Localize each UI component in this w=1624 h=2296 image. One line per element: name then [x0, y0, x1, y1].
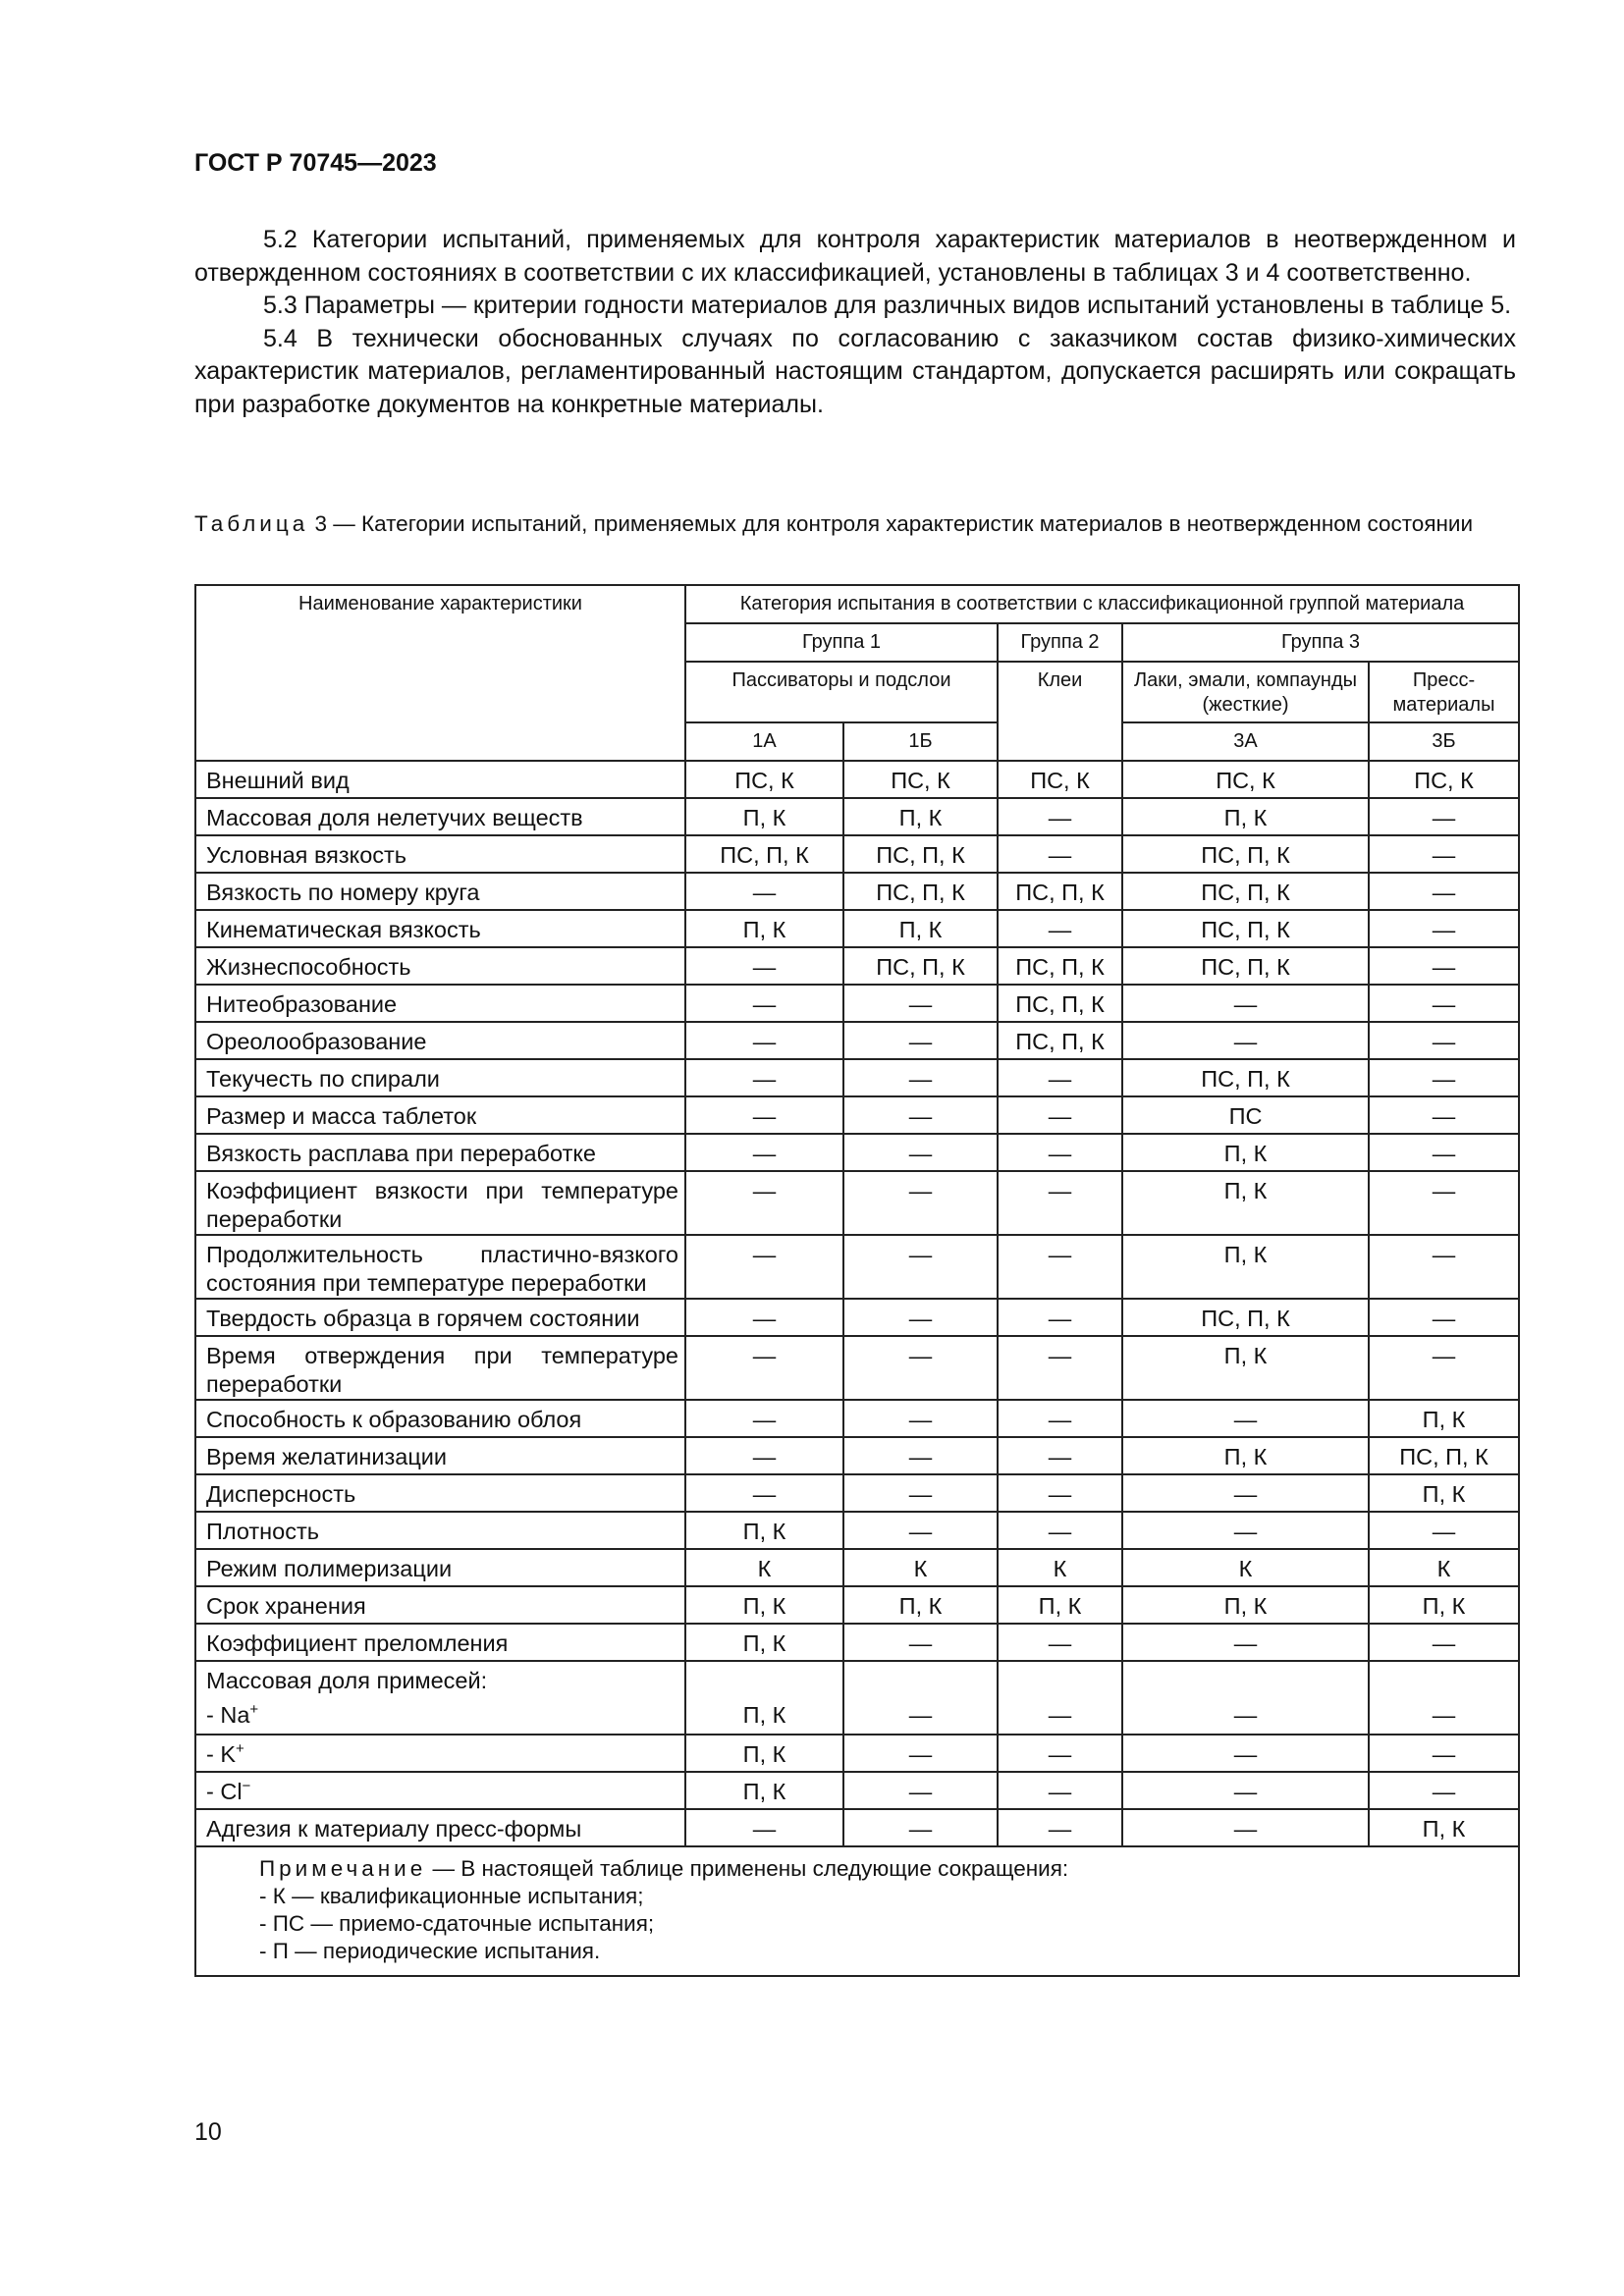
cell-1b: ПС, П, К — [843, 835, 998, 873]
cell-1a: — — [685, 985, 843, 1022]
cell-2: — — [998, 1400, 1122, 1437]
cell-1b: — — [843, 985, 998, 1022]
cell-1a: П, К — [685, 798, 843, 835]
cell-3a: — — [1122, 985, 1369, 1022]
paragraph: 5.2 Категории испытаний, применяемых для контроля характеристик материалов в неотвержденном и отвержденном состояниях в соответствии с их классификацией, установлены в таблицах 3 и 4 соответственно. — [194, 226, 1516, 287]
table-caption-label: Таблица — [194, 511, 309, 536]
row-name: Жизнеспособность — [195, 947, 685, 985]
cell-3a: — — [1122, 1661, 1369, 1735]
cell-1a: — — [685, 1809, 843, 1846]
cell-1a: — — [685, 1096, 843, 1134]
cell-2: К — [998, 1549, 1122, 1586]
cell-1b: П, К — [843, 798, 998, 835]
table-row — [195, 910, 1519, 947]
cell-1a: — — [685, 1437, 843, 1474]
cell-1a: ПС, П, К — [685, 835, 843, 873]
cell-2: — — [998, 1809, 1122, 1846]
cell-1a: — — [685, 1059, 843, 1096]
table-row — [195, 1400, 1519, 1437]
cell-3b: — — [1369, 1022, 1519, 1059]
categories-table — [194, 584, 1520, 1977]
cell-2: ПС, П, К — [998, 873, 1122, 910]
cell-1a: — — [685, 1336, 843, 1400]
header-code-3b: 3Б — [1369, 722, 1519, 761]
cell-2: — — [998, 835, 1122, 873]
cell-2: ПС, К — [998, 761, 1122, 798]
cell-3a: ПС, П, К — [1122, 835, 1369, 873]
cell-3a: ПС, П, К — [1122, 947, 1369, 985]
cell-2: — — [998, 1235, 1122, 1299]
header-group-2: Группа 2 — [998, 623, 1122, 662]
cell-3a: ПС, П, К — [1122, 910, 1369, 947]
cell-3b: — — [1369, 835, 1519, 873]
cell-1b: — — [843, 1022, 998, 1059]
cell-1b: — — [843, 1059, 998, 1096]
cell-3a: — — [1122, 1400, 1369, 1437]
note-item: - К — квалификационные испытания; — [259, 1884, 644, 1908]
cell-3a: П, К — [1122, 1171, 1369, 1235]
cell-2: — — [998, 1336, 1122, 1400]
header-group-3b-type: Пресс-материалы — [1369, 662, 1519, 722]
cell-1b: ПС, П, К — [843, 947, 998, 985]
cell-1b: — — [843, 1134, 998, 1171]
cell-3b: П, К — [1369, 1400, 1519, 1437]
cell-2: — — [998, 1661, 1122, 1735]
cell-3b: — — [1369, 1299, 1519, 1336]
table-row — [195, 1235, 1519, 1299]
row-name: Условная вязкость — [195, 835, 685, 873]
cell-1a: — — [685, 1400, 843, 1437]
header-group-2-type: Клеи — [998, 662, 1122, 761]
table-row — [195, 1586, 1519, 1624]
cell-3a: ПС — [1122, 1096, 1369, 1134]
cell-2: — — [998, 1059, 1122, 1096]
cell-2: ПС, П, К — [998, 1022, 1122, 1059]
cell-3a: П, К — [1122, 1586, 1369, 1624]
cell-1b: — — [843, 1624, 998, 1661]
table-row — [195, 873, 1519, 910]
cell-1b: П, К — [843, 1586, 998, 1624]
table-row — [195, 947, 1519, 985]
cell-2: ПС, П, К — [998, 985, 1122, 1022]
cell-1b: — — [843, 1171, 998, 1235]
cell-3a: — — [1122, 1474, 1369, 1512]
cell-3b: П, К — [1369, 1586, 1519, 1624]
cell-2: — — [998, 1134, 1122, 1171]
row-name: Внешний вид — [195, 761, 685, 798]
table-row — [195, 1437, 1519, 1474]
table-row — [195, 1299, 1519, 1336]
table-row — [195, 798, 1519, 835]
impurity-k-label: - K — [206, 1741, 237, 1767]
cell-3a: П, К — [1122, 1437, 1369, 1474]
cell-2: — — [998, 1772, 1122, 1809]
cell-1b: П, К — [843, 910, 998, 947]
cell-3a: К — [1122, 1549, 1369, 1586]
header-group-1-type: Пассиваторы и подслои — [685, 662, 998, 722]
header-code-1a: 1А — [685, 722, 843, 761]
cell-3a: П, К — [1122, 1336, 1369, 1400]
row-name: Срок хранения — [195, 1586, 685, 1624]
cell-1b: — — [843, 1299, 998, 1336]
cell-3b: ПС, К — [1369, 761, 1519, 798]
row-name: Ореолообразование — [195, 1022, 685, 1059]
cell-3b: — — [1369, 1336, 1519, 1400]
table-row — [195, 1171, 1519, 1235]
table-row — [195, 1624, 1519, 1661]
cell-3b: — — [1369, 873, 1519, 910]
cell-3a: — — [1122, 1512, 1369, 1549]
cell-3b: — — [1369, 947, 1519, 985]
cell-3b: — — [1369, 1772, 1519, 1809]
cell-3b: — — [1369, 1735, 1519, 1772]
cell-1b: К — [843, 1549, 998, 1586]
row-name: Коэффициент вязкости при температуре переработки — [195, 1171, 685, 1235]
note-label: Примечание — [259, 1856, 427, 1881]
row-name: Плотность — [195, 1512, 685, 1549]
cell-1a: П, К — [685, 1512, 843, 1549]
cell-1a: — — [685, 1134, 843, 1171]
cell-1b: — — [843, 1400, 998, 1437]
cell-1a: П, К — [685, 1624, 843, 1661]
cell-1b: — — [843, 1735, 998, 1772]
cell-1b: — — [843, 1437, 998, 1474]
row-name: Дисперсность — [195, 1474, 685, 1512]
paragraph: 5.4 В технически обоснованных случаях по согласованию с заказчиком состав физико-химических характеристик материалов, регламентированный настоящим стандартом, допускается расширять или сокращать при разработке документов на конкретные материалы. — [194, 324, 1516, 418]
header-code-1b: 1Б — [843, 722, 998, 761]
body-text — [194, 224, 1516, 421]
impurity-cl-charge: − — [242, 1778, 251, 1795]
cell-3b: — — [1369, 1059, 1519, 1096]
cell-3b: ПС, П, К — [1369, 1437, 1519, 1474]
header-category: Категория испытания в соответствии с классификационной группой материала — [685, 585, 1519, 623]
row-name: Массовая доля нелетучих веществ — [195, 798, 685, 835]
cell-1a: — — [685, 1171, 843, 1235]
cell-2: — — [998, 798, 1122, 835]
row-name: Коэффициент преломления — [195, 1624, 685, 1661]
table-caption-text: 3 — Категории испытаний, применяемых для контроля характеристик материалов в неотвержденном состоянии — [308, 511, 1474, 536]
cell-3b: — — [1369, 985, 1519, 1022]
cell-2: ПС, П, К — [998, 947, 1122, 985]
cell-1a: П, К — [685, 1735, 843, 1772]
cell-2: — — [998, 1171, 1122, 1235]
header-name-column: Наименование характеристики — [195, 585, 685, 761]
note-item: - ПС — приемо-сдаточные испытания; — [259, 1911, 655, 1936]
cell-1a: П, К — [685, 910, 843, 947]
cell-1b: — — [843, 1235, 998, 1299]
row-name — [195, 1772, 685, 1809]
cell-1a: — — [685, 1299, 843, 1336]
cell-1b: — — [843, 1474, 998, 1512]
cell-3a: — — [1122, 1809, 1369, 1846]
header-group-1: Группа 1 — [685, 623, 998, 662]
cell-2: П, К — [998, 1586, 1122, 1624]
row-name: Размер и масса таблеток — [195, 1096, 685, 1134]
cell-3b: — — [1369, 1096, 1519, 1134]
cell-3a: — — [1122, 1624, 1369, 1661]
cell-1a: — — [685, 1235, 843, 1299]
cell-3b: П, К — [1369, 1809, 1519, 1846]
cell-2: — — [998, 910, 1122, 947]
table-caption — [194, 510, 1516, 538]
paragraph: 5.3 Параметры — критерии годности материалов для различных видов испытаний установлены в таблице 5. — [263, 292, 1512, 319]
cell-1a: П, К — [685, 1661, 843, 1735]
cell-3a: П, К — [1122, 798, 1369, 835]
header-group-3a-type: Лаки, эмали, компаунды (жесткие) — [1122, 662, 1369, 722]
cell-3a: ПС, К — [1122, 761, 1369, 798]
table-row — [195, 1549, 1519, 1586]
table-row — [195, 1022, 1519, 1059]
table-row — [195, 835, 1519, 873]
cell-1a: — — [685, 873, 843, 910]
note-item: - П — периодические испытания. — [259, 1939, 601, 1963]
cell-3a: П, К — [1122, 1134, 1369, 1171]
cell-1b: — — [843, 1336, 998, 1400]
note-text: — В настоящей таблице применены следующие сокращения: — [426, 1856, 1069, 1881]
cell-1a: П, К — [685, 1772, 843, 1809]
cell-1a: К — [685, 1549, 843, 1586]
cell-1b: ПС, П, К — [843, 873, 998, 910]
document-header: ГОСТ Р 70745—2023 — [194, 149, 437, 177]
cell-1a: — — [685, 1474, 843, 1512]
cell-3a: ПС, П, К — [1122, 1059, 1369, 1096]
table-row — [195, 1735, 1519, 1772]
cell-3b: — — [1369, 1512, 1519, 1549]
impurities-cell — [195, 1661, 685, 1735]
impurity-k-charge: + — [236, 1740, 244, 1758]
cell-3b: К — [1369, 1549, 1519, 1586]
cell-3a: ПС, П, К — [1122, 873, 1369, 910]
row-name: Вязкость расплава при переработке — [195, 1134, 685, 1171]
header-code-3a: 3А — [1122, 722, 1369, 761]
cell-2: — — [998, 1096, 1122, 1134]
table-row — [195, 1809, 1519, 1846]
impurities-title: Массовая доля примесей: — [206, 1668, 488, 1693]
cell-1a: — — [685, 947, 843, 985]
table-row — [195, 985, 1519, 1022]
row-name — [195, 1735, 685, 1772]
table-row — [195, 1059, 1519, 1096]
header-group-3: Группа 3 — [1122, 623, 1519, 662]
cell-3b: — — [1369, 910, 1519, 947]
cell-2: — — [998, 1299, 1122, 1336]
cell-1b: — — [843, 1772, 998, 1809]
table-note — [195, 1846, 1519, 1976]
cell-1b: — — [843, 1809, 998, 1846]
row-name: Режим полимеризации — [195, 1549, 685, 1586]
table-row — [195, 1512, 1519, 1549]
impurity-cl-label: - Cl — [206, 1779, 243, 1804]
table-row — [195, 1134, 1519, 1171]
cell-2: — — [998, 1437, 1122, 1474]
cell-3a: — — [1122, 1022, 1369, 1059]
table-row — [195, 1336, 1519, 1400]
row-name: Вязкость по номеру круга — [195, 873, 685, 910]
row-name: Продолжительность пластично-вязкого состояния при температуре переработки — [195, 1235, 685, 1299]
row-name: Текучесть по спирали — [195, 1059, 685, 1096]
cell-3a: ПС, П, К — [1122, 1299, 1369, 1336]
cell-3a: — — [1122, 1772, 1369, 1809]
cell-1b: — — [843, 1096, 998, 1134]
cell-3b: — — [1369, 1235, 1519, 1299]
cell-2: — — [998, 1474, 1122, 1512]
cell-1a: ПС, К — [685, 761, 843, 798]
row-name: Нитеобразование — [195, 985, 685, 1022]
cell-1a: — — [685, 1022, 843, 1059]
cell-2: — — [998, 1624, 1122, 1661]
cell-3b: — — [1369, 1171, 1519, 1235]
cell-3b: — — [1369, 1661, 1519, 1735]
row-name: Время отверждения при температуре переработки — [195, 1336, 685, 1400]
table-row — [195, 1772, 1519, 1809]
table-row — [195, 1096, 1519, 1134]
cell-3b: — — [1369, 798, 1519, 835]
table-row — [195, 1474, 1519, 1512]
cell-1b: — — [843, 1512, 998, 1549]
row-name: Кинематическая вязкость — [195, 910, 685, 947]
cell-3b: — — [1369, 1624, 1519, 1661]
cell-3a: — — [1122, 1735, 1369, 1772]
cell-1a: П, К — [685, 1586, 843, 1624]
cell-1b: ПС, К — [843, 761, 998, 798]
cell-2: — — [998, 1735, 1122, 1772]
row-name: Способность к образованию облоя — [195, 1400, 685, 1437]
cell-3a: П, К — [1122, 1235, 1369, 1299]
table-row — [195, 761, 1519, 798]
cell-2: — — [998, 1512, 1122, 1549]
impurity-na-charge: + — [249, 1701, 259, 1719]
cell-3b: П, К — [1369, 1474, 1519, 1512]
page-number: 10 — [194, 2118, 222, 2146]
cell-1b: — — [843, 1661, 998, 1735]
row-name: Время желатинизации — [195, 1437, 685, 1474]
row-name: Адгезия к материалу пресс-формы — [195, 1809, 685, 1846]
cell-3b: — — [1369, 1134, 1519, 1171]
impurity-na-label: - Na — [206, 1702, 250, 1728]
table-row-impurities — [195, 1661, 1519, 1735]
row-name: Твердость образца в горячем состоянии — [195, 1299, 685, 1336]
